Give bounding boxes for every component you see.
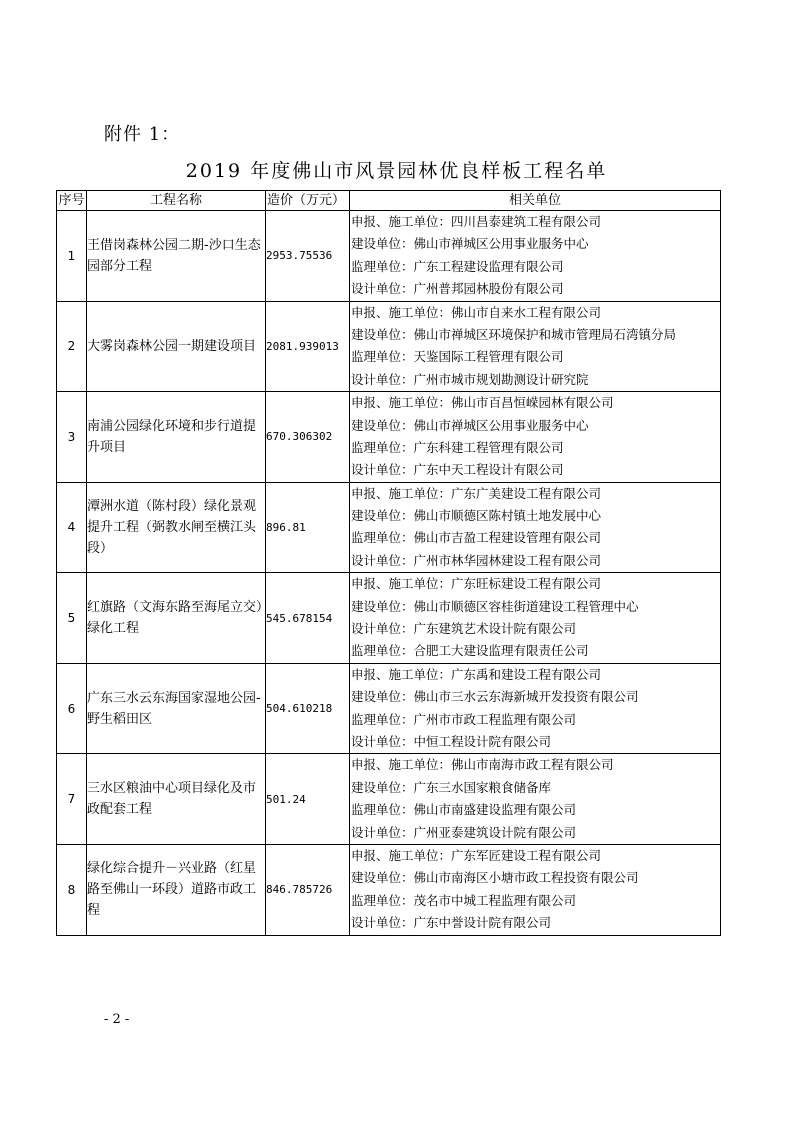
- project-cost: 670.306302: [266, 392, 350, 483]
- unit-line: 设计单位：广州普邦园林股份有限公司: [351, 281, 564, 297]
- table-row: [57, 211, 721, 302]
- project-name: 三水区粮油中心项目绿化及市政配套工程: [87, 754, 266, 845]
- table-row: [57, 663, 721, 754]
- project-table: [56, 190, 721, 936]
- row-number: 1: [57, 211, 87, 302]
- project-name: 大雾岗森林公园一期建设项目: [87, 301, 266, 392]
- table-row: [57, 754, 721, 845]
- project-cost: 545.678154: [266, 573, 350, 664]
- related-units: [350, 211, 721, 302]
- unit-line: 申报、施工单位：佛山市百昌恒嵘园林有限公司: [351, 395, 614, 411]
- attachment-label: 附件 1：: [104, 124, 181, 145]
- unit-line: 建设单位：佛山市禅城区公用事业服务中心: [351, 236, 589, 252]
- project-cost: 896.81: [266, 482, 350, 573]
- related-units: [350, 844, 721, 935]
- unit-line: 申报、施工单位：四川昌泰建筑工程有限公司: [351, 214, 602, 229]
- unit-line: 建设单位：广东三水国家粮食储备库: [351, 779, 552, 795]
- project-name: 潭洲水道（陈村段）绿化景观提升工程（弼教水闸至横江头段）: [87, 482, 266, 573]
- unit-line: 建设单位：佛山市三水云东海新城开发投资有限公司: [351, 689, 639, 705]
- unit-line: 监理单位：合肥工大建设监理有限责任公司: [351, 643, 589, 659]
- project-cost: 501.24: [266, 754, 350, 845]
- unit-line: 设计单位：中恒工程设计院有限公司: [351, 733, 552, 749]
- unit-line: 设计单位：广东中誉设计院有限公司: [351, 915, 552, 931]
- unit-line: 建设单位：佛山市顺德区容桂街道建设工程管理中心: [351, 598, 639, 614]
- unit-line: 建设单位：佛山市顺德区陈村镇土地发展中心: [351, 508, 602, 524]
- row-number: 4: [57, 482, 87, 573]
- row-number: 2: [57, 301, 87, 392]
- unit-line: 申报、施工单位：广东军匠建设工程有限公司: [351, 847, 602, 863]
- unit-line: 设计单位：广州亚泰建筑设计院有限公司: [351, 824, 577, 840]
- table-header-row: [57, 191, 721, 211]
- related-units: [350, 754, 721, 845]
- unit-line: 设计单位：广州市林华园林建设工程有限公司: [351, 552, 602, 568]
- unit-line: 设计单位：广东建筑艺术设计院有限公司: [351, 621, 577, 637]
- unit-line: 监理单位：广州市市政工程监理有限公司: [351, 711, 577, 727]
- unit-line: 申报、施工单位：广东旺标建设工程有限公司: [351, 576, 602, 592]
- unit-line: 监理单位：佛山市南盛建设监理有限公司: [351, 802, 577, 818]
- page-number: - 2 -: [104, 1012, 130, 1027]
- project-name: 广东三水云东海国家湿地公园-野生稻田区: [87, 663, 266, 754]
- project-cost: 2081.939013: [266, 301, 350, 392]
- column-header-units: 相关单位: [350, 191, 721, 211]
- related-units: [350, 301, 721, 392]
- related-units: [350, 663, 721, 754]
- unit-line: 申报、施工单位：广东禹和建设工程有限公司: [351, 666, 602, 682]
- table-body: [57, 211, 721, 936]
- related-units: [350, 482, 721, 573]
- unit-line: 申报、施工单位：广东广美建设工程有限公司: [351, 485, 602, 501]
- unit-line: 申报、施工单位：佛山市自来水工程有限公司: [351, 304, 602, 320]
- document-title: 2019 年度佛山市风景园林优良样板工程名单: [185, 160, 608, 182]
- column-header-no: 序号: [57, 191, 87, 211]
- project-name: 南浦公园绿化环境和步行道提升项目: [87, 392, 266, 483]
- unit-line: 建设单位：佛山市南海区小塘市政工程投资有限公司: [351, 870, 639, 886]
- project-cost: 2953.75536: [266, 211, 350, 302]
- project-name: 红旗路（文海东路至海尾立交）绿化工程: [87, 573, 266, 664]
- row-number: 7: [57, 754, 87, 845]
- row-number: 8: [57, 844, 87, 935]
- unit-line: 申报、施工单位：佛山市南海市政工程有限公司: [351, 757, 614, 773]
- unit-line: 监理单位：广东工程建设监理有限公司: [351, 258, 564, 274]
- table-row: [57, 844, 721, 935]
- table-row: [57, 392, 721, 483]
- column-header-name: 工程名称: [87, 191, 266, 211]
- table-row: [57, 482, 721, 573]
- related-units: [350, 573, 721, 664]
- project-cost: 846.785726: [266, 844, 350, 935]
- unit-line: 监理单位：佛山市吉盈工程建设管理有限公司: [351, 530, 602, 546]
- unit-line: 设计单位：广州市城市规划勘测设计研究院: [351, 371, 589, 387]
- related-units: [350, 392, 721, 483]
- unit-line: 监理单位：茂名市中城工程监理有限公司: [351, 892, 577, 908]
- table-row: [57, 301, 721, 392]
- unit-line: 建设单位：佛山市禅城区公用事业服务中心: [351, 417, 589, 433]
- column-header-cost: 造价（万元）: [266, 191, 350, 211]
- table-row: [57, 573, 721, 664]
- project-name: 王借岗森林公园二期-沙口生态园部分工程: [87, 211, 266, 302]
- unit-line: 监理单位：广东科建工程管理有限公司: [351, 439, 564, 455]
- row-number: 6: [57, 663, 87, 754]
- row-number: 5: [57, 573, 87, 664]
- project-name: 绿化综合提升－兴业路（红星路至佛山一环段）道路市政工程: [87, 844, 266, 935]
- unit-line: 设计单位：广东中天工程设计有限公司: [351, 462, 564, 478]
- row-number: 3: [57, 392, 87, 483]
- unit-line: 监理单位：天鉴国际工程管理有限公司: [351, 349, 564, 365]
- project-cost: 504.610218: [266, 663, 350, 754]
- unit-line: 建设单位：佛山市禅城区环境保护和城市管理局石湾镇分局: [351, 326, 677, 342]
